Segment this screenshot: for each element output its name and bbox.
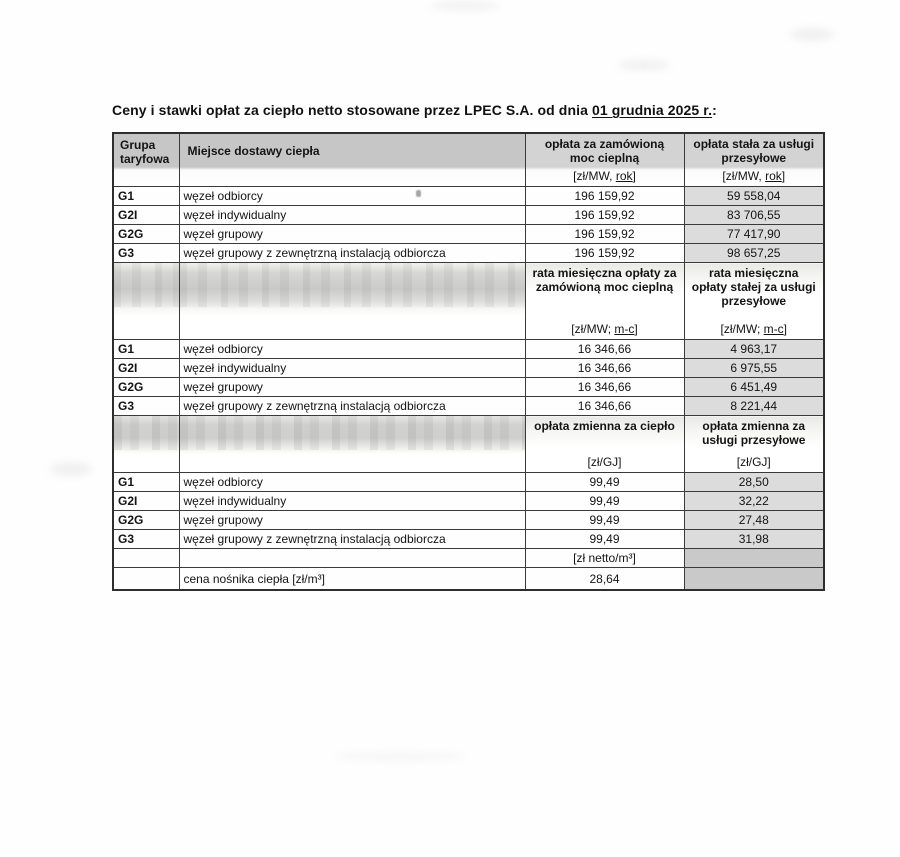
section1-header-row [113, 133, 824, 187]
section3-header-col4: opłata zmienna za usługi przesyłowe [702, 419, 806, 447]
value-cell: 32,22 [684, 492, 824, 511]
table-row [113, 511, 824, 530]
value-cell: 99,49 [525, 473, 684, 492]
carrier-label-cell: cena nośnika ciepła [zł/m³] [179, 568, 525, 591]
group-cell: G1 [113, 187, 179, 206]
section2-header-col3: rata miesięczna opłaty za zamówioną moc cieplną [532, 266, 677, 294]
empty-cell [113, 568, 179, 591]
title-date-underlined: 01 grudnia 2025 r. [591, 102, 713, 118]
value-cell: 16 346,66 [525, 359, 684, 378]
value-cell: 196 159,92 [525, 187, 684, 206]
section1-unit-col4: [zł/MW, rok] [722, 169, 786, 183]
section2-header-col3-cell [525, 263, 684, 340]
empty-cell [113, 416, 179, 473]
title-prefix: Ceny i stawki opłat za ciepło netto stosowane przez LPEC S.A. od dnia [112, 102, 592, 118]
scan-smudge [335, 752, 465, 761]
value-cell: 99,49 [525, 492, 684, 511]
section1-header-col4-cell [684, 133, 824, 187]
table-row [113, 206, 824, 225]
section1-header-col3: opłata za zamówioną moc cieplną [544, 137, 665, 165]
value-cell: 196 159,92 [525, 244, 684, 263]
value-cell: 31,98 [684, 530, 824, 549]
section2-header-col4: rata miesięczna opłaty stałej za usługi przesyłowe [691, 266, 816, 308]
value-cell: 196 159,92 [525, 206, 684, 225]
empty-cell [113, 263, 179, 340]
place-cell: węzeł odbiorcy [179, 187, 525, 206]
section1-unit-col3: [zł/MW, rok] [573, 169, 636, 183]
scan-smudge [50, 462, 92, 476]
section3-header-row [113, 416, 824, 473]
empty-cell [179, 549, 525, 568]
section1-header-col4: opłata stała za usługi przesyłowe [693, 137, 815, 165]
value-cell: 8 221,44 [684, 397, 824, 416]
scan-smudge [618, 60, 670, 70]
section3-unit-col4: [zł/GJ] [736, 455, 771, 469]
scan-smudge [790, 28, 834, 41]
table-row [113, 225, 824, 244]
place-cell: węzeł odbiorcy [179, 473, 525, 492]
value-cell: 6 975,55 [684, 359, 824, 378]
value-cell: 99,49 [525, 511, 684, 530]
group-cell: G2G [113, 225, 179, 244]
section3-header-col3-cell [525, 416, 684, 473]
scan-smudge [430, 2, 500, 10]
footer-unit-row [113, 549, 824, 568]
value-cell: 28,50 [684, 473, 824, 492]
empty-cell [179, 416, 525, 473]
carrier-value-cell: 28,64 [525, 568, 684, 591]
table-row [113, 187, 824, 206]
group-cell: G2G [113, 511, 179, 530]
value-cell: 16 346,66 [525, 378, 684, 397]
table-row [113, 359, 824, 378]
group-cell: G1 [113, 473, 179, 492]
place-cell: węzeł grupowy z zewnętrzną instalacją odbiorcza [179, 397, 525, 416]
group-cell: G2I [113, 492, 179, 511]
tariff-table [112, 132, 825, 591]
empty-cell [113, 549, 179, 568]
group-cell: G2I [113, 359, 179, 378]
place-cell: węzeł grupowy [179, 378, 525, 397]
table-row [113, 244, 824, 263]
section2-unit-col3: [zł/MW; m-c] [571, 322, 638, 336]
col-header-group: Grupa taryfowa [120, 138, 170, 166]
value-cell: 4 963,17 [684, 340, 824, 359]
col-header-place: Miejsce dostawy ciepła [187, 144, 320, 158]
empty-cell [684, 549, 824, 568]
value-cell: 99,49 [525, 530, 684, 549]
value-cell: 16 346,66 [525, 340, 684, 359]
footer-unit-cell: [zł netto/m³] [525, 549, 684, 568]
place-cell: węzeł indywidualny [179, 359, 525, 378]
place-cell: węzeł indywidualny [179, 206, 525, 225]
group-cell: G2G [113, 378, 179, 397]
footer-carrier-row [113, 568, 824, 591]
value-cell: 196 159,92 [525, 225, 684, 244]
group-cell: G1 [113, 340, 179, 359]
table-row [113, 530, 824, 549]
document-title [112, 102, 852, 118]
group-cell: G2I [113, 206, 179, 225]
empty-cell [684, 568, 824, 591]
value-cell: 83 706,55 [684, 206, 824, 225]
value-cell: 6 451,49 [684, 378, 824, 397]
table-row [113, 378, 824, 397]
value-cell: 98 657,25 [684, 244, 824, 263]
section2-header-col4-cell [684, 263, 824, 340]
section3-unit-col3: [zł/GJ] [587, 455, 622, 469]
section2-header-row [113, 263, 824, 340]
place-cell: węzeł grupowy z zewnętrzną instalacją odbiorcza [179, 244, 525, 263]
value-cell: 59 558,04 [684, 187, 824, 206]
col-header-group-cell [113, 133, 179, 187]
section2-unit-col4: [zł/MW; m-c] [720, 322, 787, 336]
table-row [113, 397, 824, 416]
place-cell: węzeł grupowy [179, 511, 525, 530]
title-suffix: : [712, 102, 717, 118]
table-row [113, 492, 824, 511]
place-cell: węzeł grupowy z zewnętrzną instalacją odbiorcza [179, 530, 525, 549]
section1-header-col3-cell [525, 133, 684, 187]
place-cell: węzeł odbiorcy [179, 340, 525, 359]
value-cell: 16 346,66 [525, 397, 684, 416]
section3-header-col4-cell [684, 416, 824, 473]
col-header-place-cell [179, 133, 525, 187]
place-cell: węzeł indywidualny [179, 492, 525, 511]
table-row [113, 340, 824, 359]
empty-cell [179, 263, 525, 340]
table-row [113, 473, 824, 492]
group-cell: G3 [113, 530, 179, 549]
section3-header-col3: opłata zmienna za ciepło [534, 419, 675, 433]
value-cell: 77 417,90 [684, 225, 824, 244]
place-cell: węzeł grupowy [179, 225, 525, 244]
value-cell: 27,48 [684, 511, 824, 530]
group-cell: G3 [113, 397, 179, 416]
group-cell: G3 [113, 244, 179, 263]
